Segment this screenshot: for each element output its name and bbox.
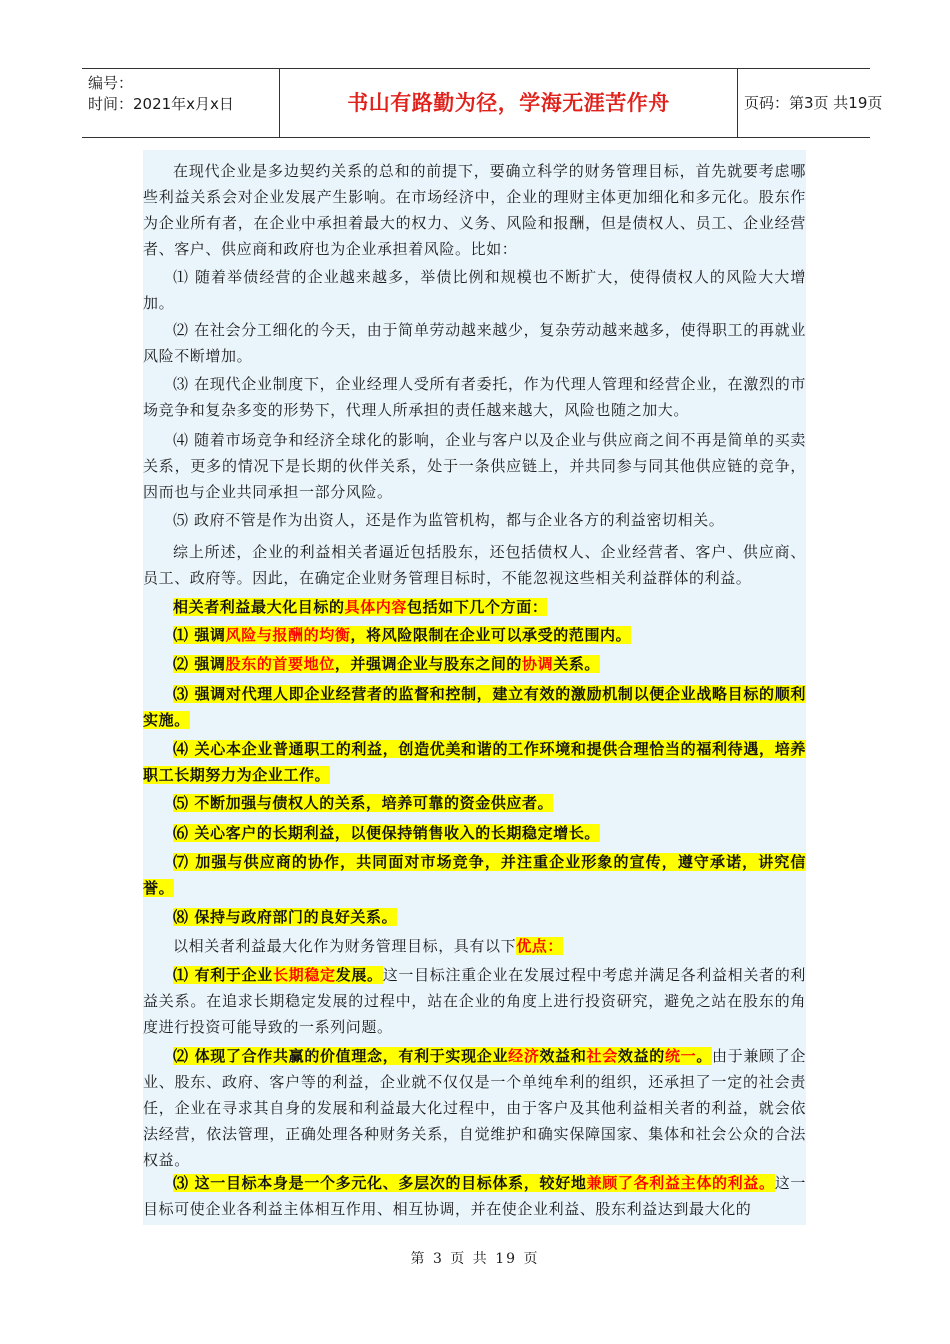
- paragraph-intro: 在现代企业是多边契约关系的总和的前提下，要确立科学的财务管理目标，首先就要考虑哪些利益关系会对企业发展产生影响。在市场经济中，企业的理财主体更加细化和多元化。股东作为企业所有者，在企业中承担着最大的权力、义务、风险和报酬，但是债权人、员工、企业经营者、客户、供应商和政府也为企业承担着风险。比如：: [143, 162, 806, 258]
- highlight-item-3: ⑶ 强调对代理人即企业经营者的监督和控制，建立有效的激励机制以便企业战略目标的顺利实施。: [143, 685, 806, 729]
- header-page-label: 页码：第3页 共19页: [744, 94, 883, 112]
- advantage-2: ⑵ 体现了合作共赢的价值理念，有利于实现企业经济效益和社会效益的统一。由于兼顾了企业、股东、政府、客户等的利益，企业就不仅仅是一个单纯牟利的组织，还承担了一定的社会责任，企业在寻求其自身的发展和利益最大化过程中，由于客户及其他利益相关者的利益，就会依法经营，依法管理，正确处理各种财务关系，自觉维护和确实保障国家、集体和社会公众的合法权益。: [143, 1047, 806, 1169]
- highlight-heading: 相关者利益最大化目标的具体内容包括如下几个方面：: [173, 598, 548, 616]
- header-meta: [82, 69, 280, 137]
- list-item-managers: ⑶ 在现代企业制度下，企业经理人受所有者委托，作为代理人管理和经营企业，在激烈的市场竞争和复杂多变的形势下，代理人所承担的责任越来越大，风险也随之加大。: [143, 375, 806, 419]
- paragraph-summary: 综上所述，企业的利益相关者逼近包括股东，还包括债权人、企业经营者、客户、供应商、员工、政府等。因此，在确定企业财务管理目标时，不能忽视这些相关利益群体的利益。: [143, 543, 806, 587]
- page-header: [82, 68, 883, 138]
- list-item-employees: ⑵ 在社会分工细化的今天，由于简单劳动越来越少，复杂劳动越来越多，使得职工的再就业风险不断增加。: [143, 321, 806, 365]
- header-motto: 书山有路勤为径，学海无涯苦作舟: [280, 69, 738, 137]
- list-item-customers-suppliers: ⑷ 随着市场竞争和经济全球化的影响，企业与客户以及企业与供应商之间不再是简单的买卖关系，更多的情况下是长期的伙伴关系，处于一条供应链上，并共同参与同其他供应链的竞争，因而也与企业共同承担一部分风险。: [143, 431, 806, 501]
- highlight-item-5: ⑸ 不断加强与债权人的关系，培养可靠的资金供应者。: [173, 794, 554, 812]
- highlight-item-4: ⑷ 关心本企业普通职工的利益，创造优美和谐的工作环境和提供合理恰当的福利待遇，培养职工长期努力为企业工作。: [143, 740, 806, 784]
- list-item-creditors: ⑴ 随着举债经营的企业越来越多，举债比例和规模也不断扩大，使得债权人的风险大大增加。: [143, 268, 806, 312]
- highlight-item-6: ⑹ 关心客户的长期利益，以便保持销售收入的长期稳定增长。: [173, 824, 601, 842]
- page-footer: 第 3 页 共 19 页: [410, 1251, 540, 1267]
- highlight-item-1: ⑴ 强调风险与报酬的均衡，将风险限制在企业可以承受的范围内。: [173, 626, 632, 644]
- list-item-government: ⑸ 政府不管是作为出资人，还是作为监管机构，都与企业各方的利益密切相关。: [173, 511, 725, 529]
- highlight-item-8: ⑻ 保持与政府部门的良好关系。: [173, 908, 398, 926]
- advantage-1: ⑴ 有利于企业长期稳定发展。这一目标注重企业在发展过程中考虑并满足各利益相关者的利益关系。在追求长期稳定发展的过程中，站在企业的角度上进行投资研究，避免之站在股东的角度进行投资可能导致的一系列问题。: [143, 966, 806, 1036]
- advantages-intro: 以相关者利益最大化作为财务管理目标，具有以下优点：: [173, 937, 564, 955]
- time-label: 时间：2021年x月x日: [88, 95, 234, 113]
- highlight-item-7: ⑺ 加强与供应商的协作，共同面对市场竞争，并注重企业形象的宣传，遵守承诺，讲究信誉。: [143, 853, 806, 897]
- advantage-3: ⑶ 这一目标本身是一个多元化、多层次的目标体系，较好地兼顾了各利益主体的利益。这一目标可使企业各利益主体相互作用、相互协调，并在使企业利益、股东利益达到最大化的: [143, 1174, 806, 1218]
- highlight-item-2: ⑵ 强调股东的首要地位，并强调企业与股东之间的协调关系。: [173, 655, 601, 673]
- number-label: 编号：: [88, 74, 134, 92]
